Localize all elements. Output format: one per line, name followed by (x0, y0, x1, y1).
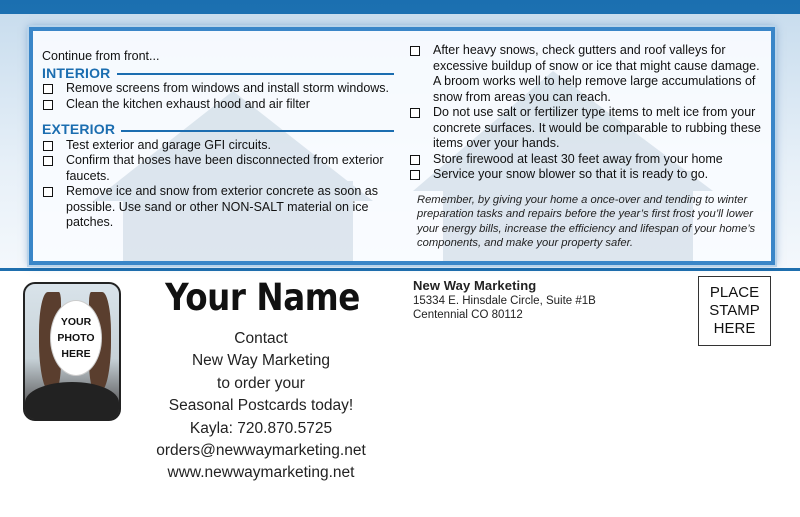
checkbox-icon (410, 170, 420, 180)
checkbox-icon (410, 108, 420, 118)
contact-email: orders@newwaymarketing.net (156, 442, 366, 460)
checklist-item-text: After heavy snows, check gutters and roof valleys for excessive buildup of snow or ice that might cause damage. A broom works well to help remove large accumulations of snow from areas you can reach. (433, 43, 760, 104)
interior-heading-label: INTERIOR (42, 64, 111, 81)
checkbox-icon (43, 100, 53, 110)
checklist-item (409, 152, 767, 168)
checklist-item (42, 97, 394, 113)
contact-line: Contact (234, 330, 288, 347)
checklist-item-text: Store firewood at least 30 feet away from your home (433, 151, 723, 166)
checklist-item-text: Remove screens from windows and install storm windows. (66, 81, 390, 95)
checklist-item (409, 167, 767, 183)
heading-rule (121, 130, 394, 132)
contact-block (130, 328, 392, 485)
contact-line: Seasonal Postcards today! (168, 397, 354, 415)
checklist-item (42, 138, 394, 154)
stamp-label-line: HERE (713, 320, 756, 337)
checklist-item (409, 43, 767, 105)
photo-oval (50, 300, 102, 376)
interior-heading (42, 66, 394, 82)
checkbox-icon (43, 141, 53, 151)
checklist-item (42, 81, 394, 97)
divider-line (0, 268, 800, 271)
stamp-label-line: PLACE (709, 284, 760, 301)
agent-name: Your Name (165, 276, 360, 319)
photo-label-line: YOUR (60, 316, 92, 328)
checklist-item (409, 105, 767, 152)
return-address-street: 15334 E. Hinsdale Circle, Suite #1B (413, 295, 596, 307)
checklist-item-text: Do not use salt or fertilizer type items to melt ice from your concrete surfaces. It would be comparable to rubbing these items over your hands. (433, 105, 761, 150)
photo-label-line: HERE (61, 348, 91, 360)
exterior-heading-label: EXTERIOR (42, 121, 116, 137)
checkbox-icon (43, 84, 53, 94)
checkbox-icon (410, 155, 420, 165)
return-address-company: New Way Marketing (413, 278, 537, 293)
stamp-label-line: STAMP (709, 302, 760, 319)
checklist-item-text: Test exterior and garage GFI circuits. (66, 137, 271, 152)
return-address-city: Centennial CO 80112 (413, 309, 523, 321)
checkbox-icon (410, 46, 420, 56)
heading-rule (117, 73, 395, 75)
remember-note: Remember, by giving your home a once-over and tending to winter preparation tasks and repairs before the year’s first frost you’ll lower your energy bills, increase the efficiency and lifespan of your home’s components, and make your property safer. (417, 193, 756, 249)
checkbox-icon (43, 156, 53, 166)
checklist-item-text: Confirm that hoses have been disconnected from exterior faucets. (66, 153, 384, 183)
contact-website: www.newwaymarketing.net (167, 464, 355, 482)
checklist-item (42, 153, 394, 184)
checklist-item-text: Clean the kitchen exhaust hood and air filter (66, 96, 310, 111)
agent-photo-placeholder (23, 282, 121, 421)
stamp-box (698, 276, 771, 346)
left-column (42, 49, 394, 231)
photo-label-line: PHOTO (57, 332, 95, 344)
right-column (409, 43, 767, 251)
contact-line: to order your (217, 374, 305, 392)
return-address (413, 278, 596, 322)
contact-phone: Kayla: 720.870.5725 (189, 419, 333, 437)
checkbox-icon (43, 187, 53, 197)
exterior-heading (42, 122, 394, 138)
shoulders-silhouette (25, 382, 119, 421)
checklist-item-text: Remove ice and snow from exterior concrete as soon as possible. Use sand or other NON-SALT material on ice patches. (66, 184, 378, 229)
checklist-item-text: Service your snow blower so that it is ready to go. (433, 167, 709, 181)
continue-text: Continue from front... (42, 49, 160, 63)
checklist-item (42, 184, 394, 231)
contact-line: New Way Marketing (191, 352, 331, 370)
tips-panel (29, 27, 775, 265)
